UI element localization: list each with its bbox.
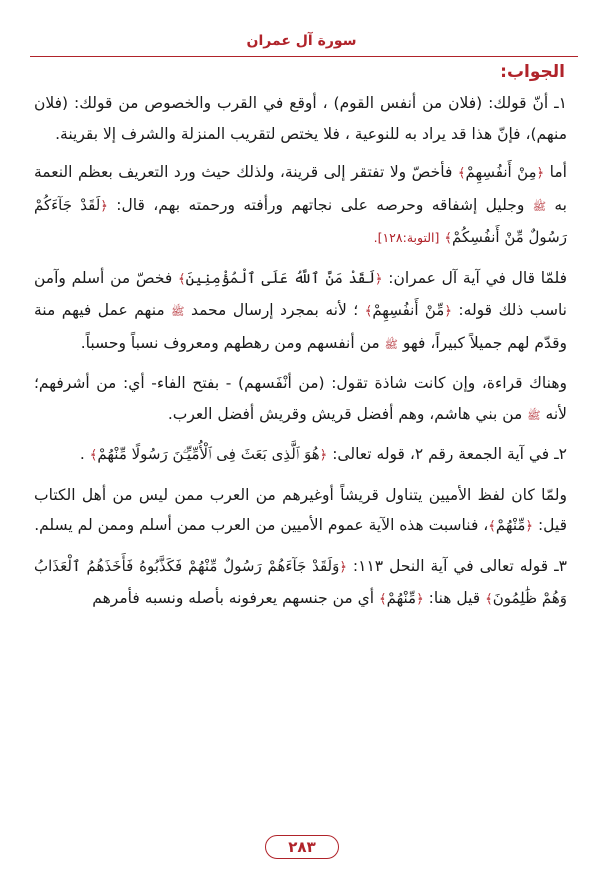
- header-divider: [30, 56, 578, 57]
- surah-header-title: سورة آل عمران: [246, 33, 357, 49]
- paragraph-text: قيل هنا:: [423, 589, 486, 607]
- page-body: [34, 88, 567, 624]
- quran-quote: مِّنْ أَنفُسِهِمْ: [372, 301, 445, 319]
- quran-ornament-close: ﴾: [178, 271, 186, 287]
- paragraph-text: منهم عمل فيهم منة وقدّم لهم جميلاً كبيراً، فهو: [34, 301, 567, 352]
- paragraph-text: ١ـ أنّ قولك: (فلان من أنفس القوم) ، أوقع في القرب والخصوص من قولك: (فلان منهم)، فإنّ هذا قد يراد به للنوعية ، فلا يختص لتقريب المنزلة والشرف إلا بقرينة.: [34, 94, 567, 143]
- quran-quote: مِنْ أَنفُسِهِمْ: [465, 163, 537, 181]
- paragraph-text: من أنفسهم ومن رهطهم ومعروف نسباً وحسباً.: [80, 333, 385, 352]
- quran-quote: وَلَقَدْ جَآءَهُمْ رَسُولٌ مِّنْهُمْ فَكَذَّبُوهُ فَأَخَذَهُمُ ٱلْعَذَابُ وَهُمْ ظَٰلِمُونَ: [34, 556, 567, 607]
- paragraph-text: ؛ لأنه بمجرد إرسال محمد: [184, 301, 365, 319]
- quran-ornament-open: ﴿: [444, 304, 452, 319]
- quran-ornament-open: ﴿: [416, 592, 424, 607]
- honorific-symbol: ﷺ: [171, 305, 185, 318]
- paragraph-text: أي من جنسهم يعرفونه بأصله ونسبه فأمرهم: [92, 589, 379, 607]
- paragraph-text: فلمّا قال في آية آل عمران:: [382, 268, 567, 287]
- quran-ornament-close: ﴾: [485, 592, 493, 607]
- quran-ornament-open: ﴿: [100, 198, 108, 214]
- quran-quote: هُوَ ٱلَّذِى بَعَثَ فِى ٱلْأُمِّيِّـۧنَ رَسُولًا مِّنْهُمْ: [97, 445, 320, 463]
- quran-ornament-close: ﴾: [457, 166, 466, 181]
- paragraph-2: [34, 157, 567, 255]
- quran-ornament-close: ﴾: [444, 231, 452, 246]
- honorific-symbol: ﷺ: [527, 408, 541, 422]
- quran-ornament-open: ﴿: [536, 166, 545, 181]
- paragraph-3: [34, 263, 567, 361]
- paragraph-text: ، فناسبت هذه الآية عموم الأميين من العرب ممن أسلم وممن لم يسلم.: [34, 516, 489, 534]
- quran-ornament-open: ﴿: [374, 271, 383, 287]
- honorific-symbol: ﷺ: [384, 337, 398, 351]
- paragraph-text: ٢ـ في آية الجمعة رقم ٢، قوله تعالى:: [327, 445, 567, 463]
- paragraph-4: [34, 368, 567, 431]
- quran-ornament-close: ﴾: [379, 592, 387, 607]
- paragraph-6: [34, 480, 567, 543]
- quran-quote: مِّنْهُمْ: [495, 516, 526, 534]
- quran-ornament-close: ﴾: [364, 304, 373, 319]
- paragraph-text: فخصّ من أسلم وآمن ناسب ذلك قوله:: [34, 268, 567, 319]
- quran-quote: لَقَدْ مَنَّ ٱللَّهُ عَلَى ٱلْمُؤْمِنِينَ: [185, 268, 375, 287]
- quran-quote: لَقَدْ جَآءَكُمْ رَسُولٌ مِّنْ أَنفُسِكُمْ: [34, 195, 567, 246]
- paragraph-text: وجليل إشفاقه وحرصه على نجاتهم ورأفته ورحمته بهم، قال:: [107, 195, 533, 214]
- paragraph-text: .: [79, 445, 90, 463]
- quran-ornament-close: ﴾: [89, 448, 98, 463]
- page-number-badge: ٢٨٣: [265, 835, 339, 859]
- quran-ornament-open: ﴿: [339, 559, 347, 575]
- paragraph-7: [34, 551, 567, 616]
- paragraph-text: وهناك قراءة، وإن كانت شاذة تقول: (من أنْفَسهم) - بفتح الفاء- أي: من أشرفهم؛ لأنه: [34, 374, 567, 423]
- verse-reference: [التوبة:١٢٨].: [373, 230, 440, 245]
- paragraph-text: ٣ـ قوله تعالى في آية النحل ١١٣:: [346, 556, 567, 575]
- quran-ornament-open: ﴿: [319, 448, 328, 463]
- paragraph-5: [34, 439, 567, 472]
- honorific-symbol: ﷺ: [532, 199, 546, 213]
- paragraph-text: أما: [544, 163, 567, 181]
- quran-quote: مِّنْهُمْ: [386, 589, 417, 607]
- paragraph-text: من بني هاشم، وهم أفضل قريش وقريش أفضل العرب.: [167, 404, 528, 423]
- paragraph-1: [34, 88, 567, 149]
- quran-ornament-open: ﴿: [525, 519, 534, 534]
- answer-heading: الجواب:: [500, 62, 565, 82]
- paragraph-text: فأخصّ ولا تفتقر إلى قرينة، ولذلك حيث ورد التعريف بعظم النعمة به: [34, 163, 567, 214]
- paragraph-text: ولمّا كان لفظ الأميين يتناول قريشاً أوغيرهم من العرب ممن ليس من أهل الكتاب قيل:: [34, 485, 567, 534]
- quran-ornament-close: ﴾: [488, 519, 496, 534]
